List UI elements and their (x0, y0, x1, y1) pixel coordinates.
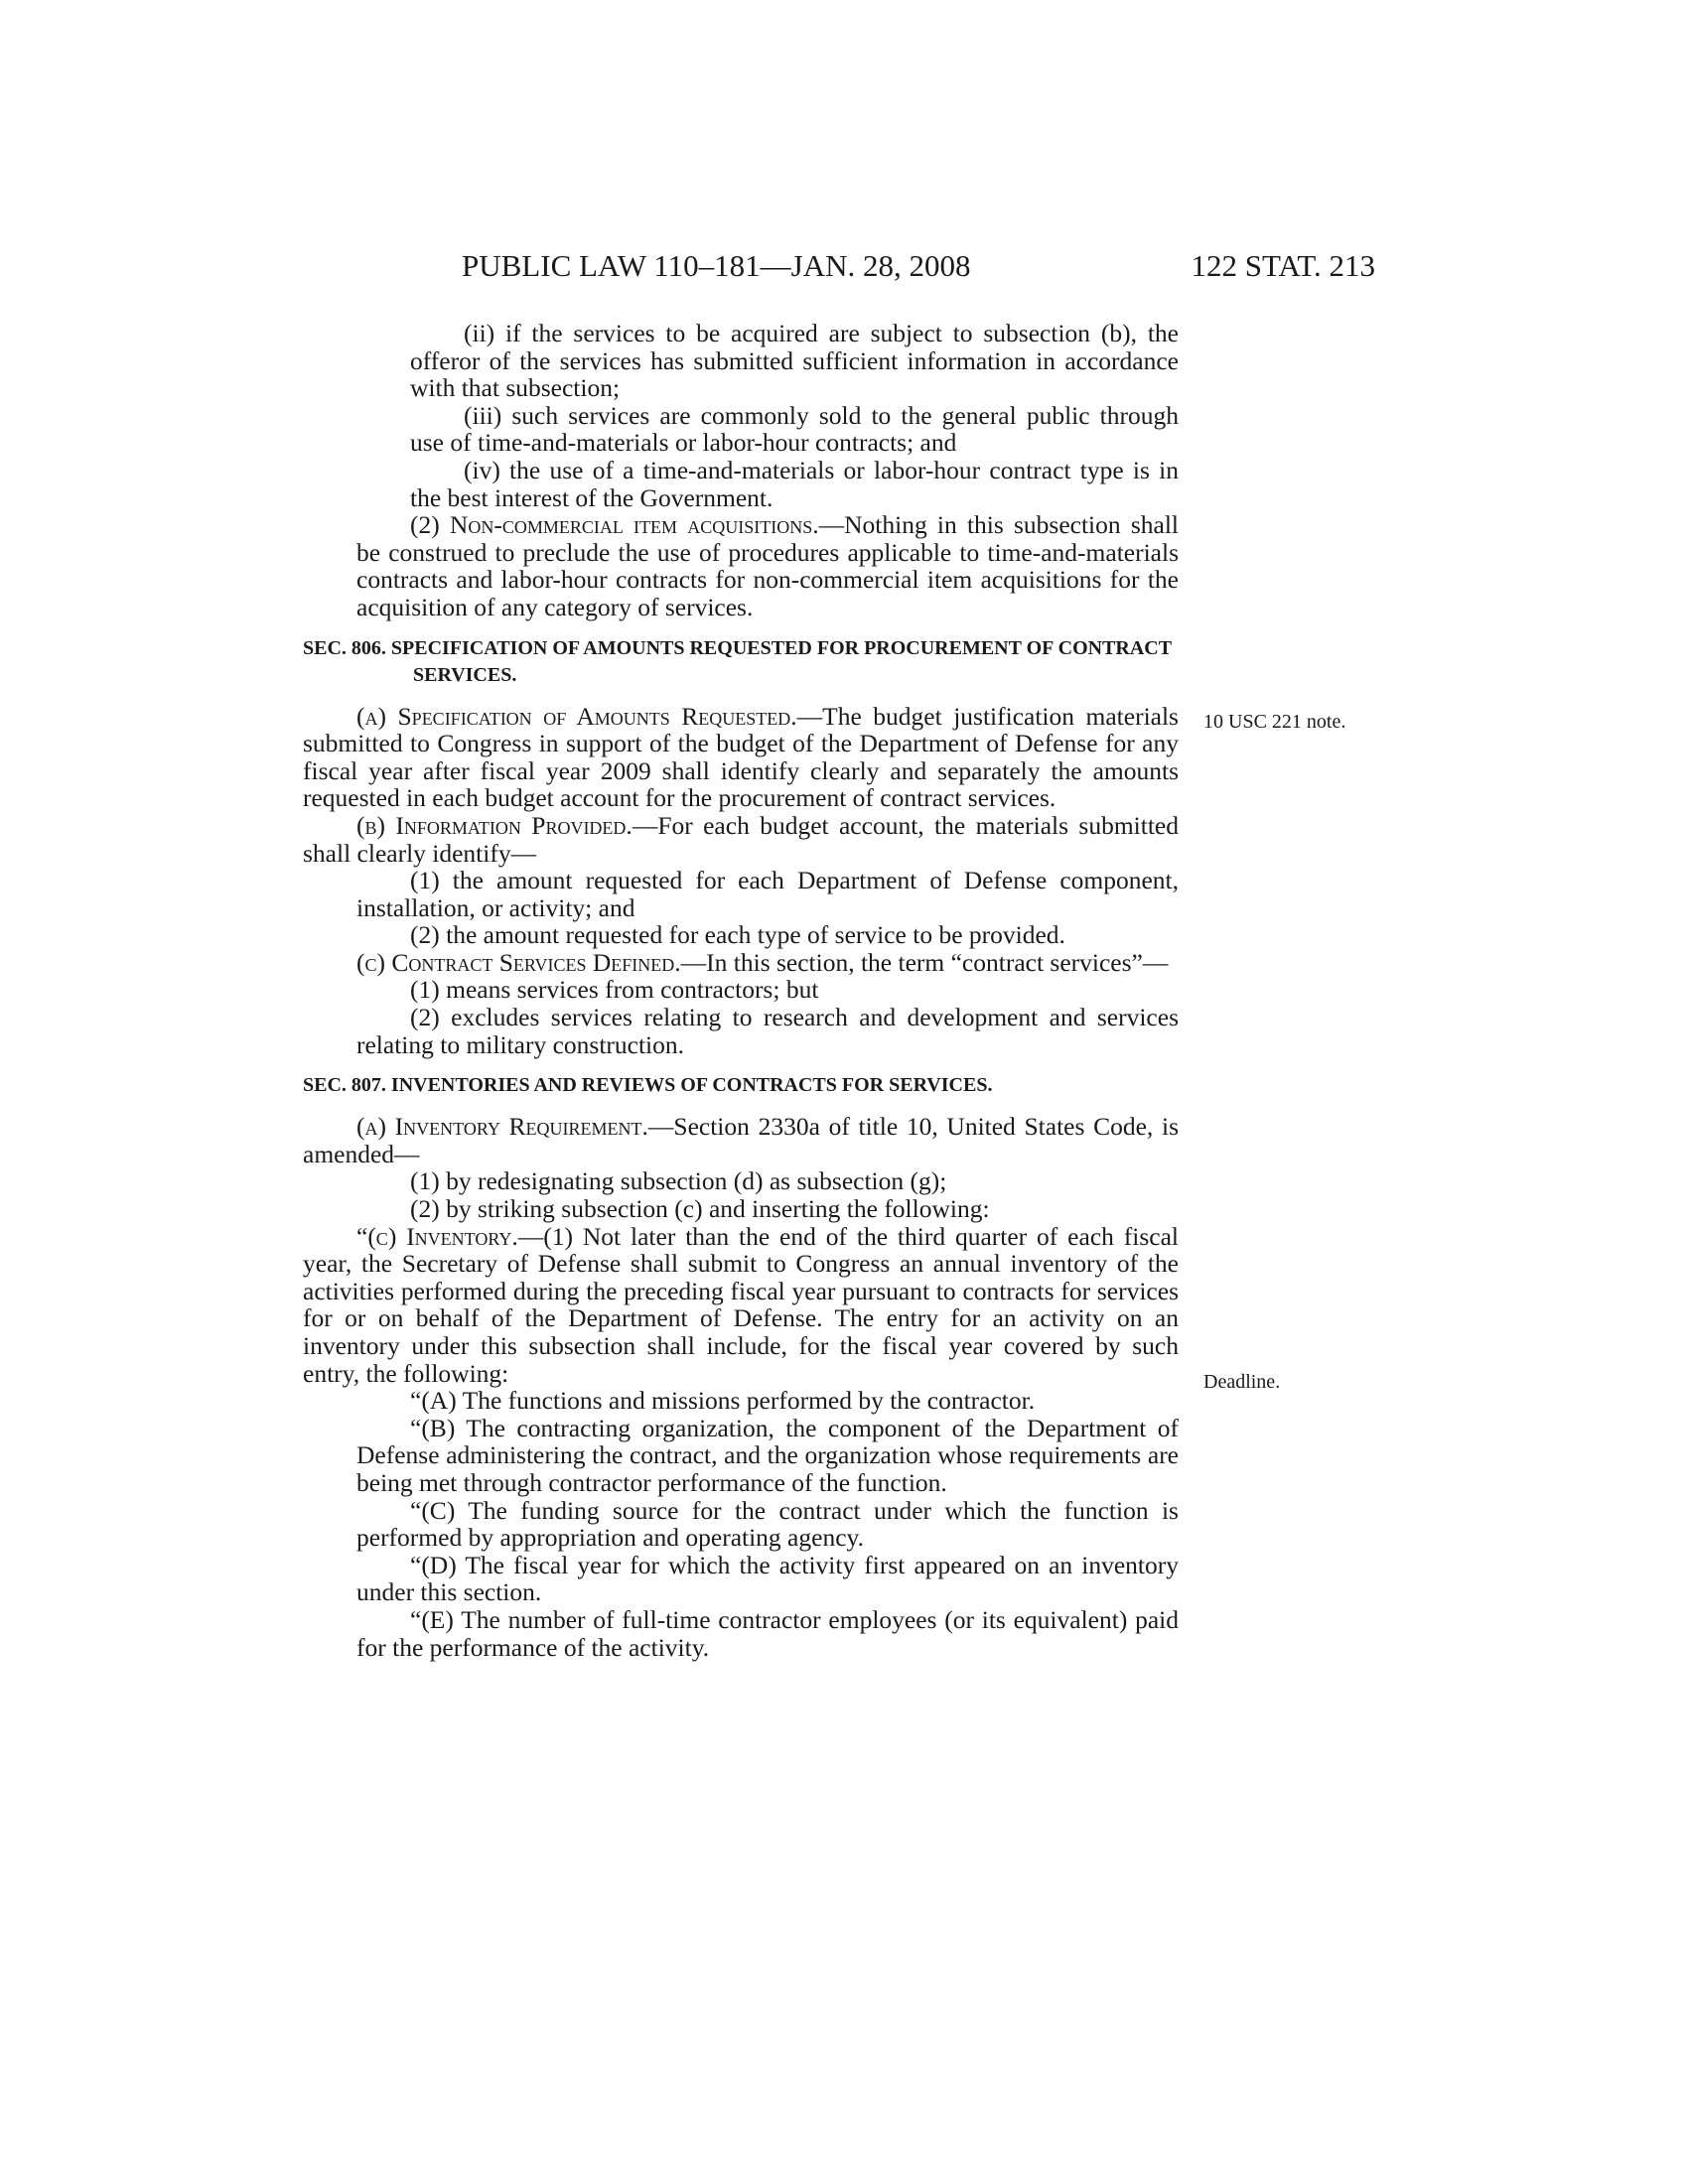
subparagraph-B: “(B) The contracting organization, the component of the Department of Defense administering the contract, and the organization whose requirements are being met through contractor performance of the function. (356, 1413, 1179, 1497)
subsection-806b-heading: (b) Information Provided. (356, 810, 633, 840)
section-806-heading: SEC. 806. SPECIFICATION OF AMOUNTS REQUESTED FOR PROCUREMENT OF CONTRACT SERVICES. (303, 636, 1172, 686)
margin-note-deadline: Deadline. (1203, 1371, 1281, 1393)
subsection-806c-heading: (c) Contract Services Defined. (356, 947, 681, 977)
paragraph-2 (303, 511, 1179, 620)
subsection-807a-text: —Section 2330a of title 10, United States Code, is amended— (303, 1112, 1179, 1168)
document-body (303, 320, 1179, 1661)
subsection-807a-heading: (a) Inventory Requirement. (356, 1112, 648, 1142)
paragraph-806c1: (1) means services from contractors; but (410, 975, 819, 1005)
subsection-806a-text: —The budget justification materials submitted to Congress in support of the budget of the Department of Defense for any fiscal year after fiscal year 2009 shall identify clearly and separately the amounts requested in each budget account for the procurement of contract services. (303, 701, 1179, 813)
page-title: PUBLIC LAW 110–181—JAN. 28, 2008 (462, 248, 971, 283)
subsection-806c-text: —In this section, the term “contract services”— (680, 947, 1169, 977)
subparagraph-A: “(A) The functions and missions performed by the contractor. (410, 1386, 1036, 1416)
subparagraph-E: “(E) The number of full-time contractor employees (or its equivalent) paid for the performance of the activity. (356, 1604, 1179, 1662)
section-807-heading: SEC. 807. INVENTORIES AND REVIEWS OF CONTRACTS FOR SERVICES. (303, 1074, 993, 1097)
subparagraph-C: “(C) The funding source for the contract under which the function is performed by appropriation and operating agency. (356, 1495, 1179, 1553)
subsection-806b (303, 812, 1179, 867)
statute-page-number: 122 STAT. 213 (1191, 248, 1375, 283)
paragraph-806b2: (2) the amount requested for each type of service to be provided. (410, 920, 1065, 950)
subsection-806b-text: —For each budget account, the materials submitted shall clearly identify— (303, 810, 1179, 868)
paragraph-2-text: —Nothing in this subsection shall be construed to preclude the use of procedures applicable to time-and-materials contracts and labor-hour contracts for non-commercial item acquisitions for the acquisition of any category of services. (356, 510, 1180, 621)
subsection-806a (303, 703, 1179, 812)
subsection-806c (303, 949, 1179, 977)
inserted-subsection-c-text: —(1) Not later than the end of the third quarter of each fiscal year, the Secretary of Defense shall submit to Congress an annual inventory of the activities performed during the preceding fiscal year pursuant to contracts for services for or on behalf of the Department of Defense. The entry for an activity on an inventory under this subsection shall include, for the fiscal year covered by such entry, the following: (303, 1221, 1179, 1388)
paragraph-807a1: (1) by redesignating subsection (d) as subsection (g); (410, 1166, 947, 1196)
inserted-subsection-c (303, 1223, 1179, 1388)
margin-note-usc: 10 USC 221 note. (1203, 711, 1346, 733)
subsection-807a (303, 1113, 1179, 1167)
clause-ii: (ii) if the services to be acquired are subject to subsection (b), the offeror of the services has submitted sufficient information in accordance with that subsection; (410, 319, 1179, 403)
paragraph-807a2: (2) by striking subsection (c) and inserting the following: (410, 1194, 990, 1224)
subsection-806a-heading: (a) Specification of Amounts Requested. (356, 701, 797, 731)
clause-iv: (iv) the use of a time-and-materials or labor-hour contract type is in the best interest of the Government. (410, 455, 1179, 512)
paragraph-806b1: (1) the amount requested for each Department of Defense component, installation, or activity; and (356, 866, 1179, 922)
page-header (462, 248, 1375, 288)
paragraph-2-heading: (2) Non-commercial item acquisitions. (410, 510, 819, 540)
inserted-subsection-c-heading: “(c) Inventory. (356, 1221, 518, 1251)
subparagraph-D: “(D) The fiscal year for which the activity first appeared on an inventory under this section. (356, 1550, 1179, 1607)
paragraph-806c2: (2) excludes services relating to research and development and services relating to military construction. (356, 1003, 1179, 1059)
clause-iii: (iii) such services are commonly sold to the general public through use of time-and-materials or labor-hour contracts; and (410, 400, 1179, 458)
